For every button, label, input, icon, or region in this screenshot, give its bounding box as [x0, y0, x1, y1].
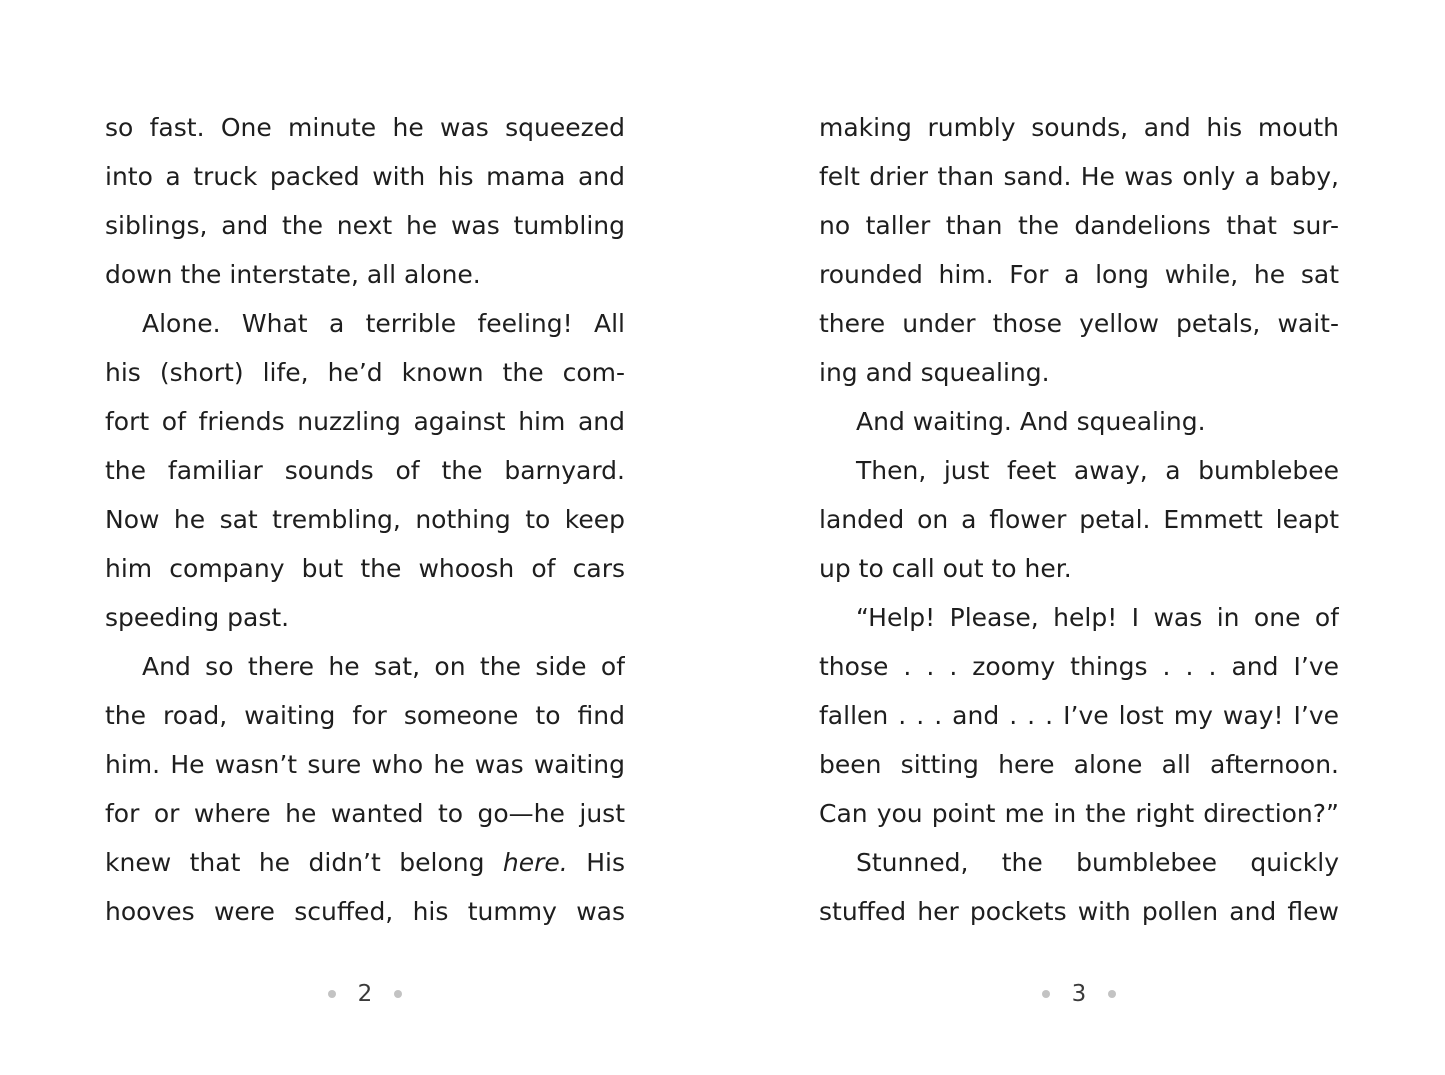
- text-line: making rumbly sounds, and his mouth: [819, 113, 1339, 142]
- emphasis-text: here.: [502, 848, 568, 877]
- text-line: siblings, and the next he was tumbling: [105, 211, 625, 240]
- text-line: “Help! Please, help! I was in one of: [856, 603, 1339, 632]
- text-line: him company but the whoosh of cars: [105, 554, 625, 583]
- text-line: Can you point me in the right direction?”: [819, 799, 1339, 828]
- text-line: the road, waiting for someone to find: [105, 701, 625, 730]
- text-line: stuffed her pockets with pollen and flew: [819, 897, 1339, 926]
- text-line: rounded him. For a long while, he sat: [819, 260, 1339, 289]
- text-run: knew that he didn’t belong: [105, 848, 503, 877]
- text-line: Stunned, the bumblebee quickly: [856, 848, 1339, 877]
- page-number: 2: [357, 981, 373, 1007]
- folio-dot: [1042, 990, 1050, 998]
- right-page: [819, 0, 1339, 1075]
- page-text: [819, 103, 1339, 936]
- text-line: down the interstate, all alone.: [105, 260, 481, 289]
- text-line: And so there he sat, on the side of: [142, 652, 625, 681]
- text-line: no taller than the dandelions that sur-: [819, 211, 1339, 240]
- text-line: [105, 838, 625, 887]
- text-line: fallen . . . and . . . I’ve lost my way! I’ve: [819, 701, 1339, 730]
- folio-dot: [394, 990, 402, 998]
- text-line: speeding past.: [105, 603, 290, 632]
- text-line: his (short) life, he’d known the com-: [105, 358, 625, 387]
- page-folio: [105, 976, 625, 1012]
- left-page: [105, 0, 625, 1075]
- text-line: Then, just feet away, a bumblebee: [856, 456, 1339, 485]
- text-line: those . . . zoomy things . . . and I’ve: [819, 652, 1339, 681]
- text-line: there under those yellow petals, wait-: [819, 309, 1339, 338]
- text-line: felt drier than sand. He was only a baby,: [819, 162, 1339, 191]
- text-line: been sitting here alone all afternoon.: [819, 750, 1339, 779]
- text-line: And waiting. And squealing.: [856, 407, 1206, 436]
- text-line: so fast. One minute he was squeezed: [105, 113, 625, 142]
- text-line: hooves were scuffed, his tummy was: [105, 897, 625, 926]
- text-line: up to call out to her.: [819, 554, 1072, 583]
- folio-dot: [1108, 990, 1116, 998]
- text-line: landed on a flower petal. Emmett leapt: [819, 505, 1339, 534]
- page-number: 3: [1071, 981, 1087, 1007]
- text-run: His: [567, 848, 625, 877]
- text-line: for or where he wanted to go—he just: [105, 799, 625, 828]
- text-line: him. He wasn’t sure who he was waiting: [105, 750, 625, 779]
- text-line: Now he sat trembling, nothing to keep: [105, 505, 625, 534]
- text-line: the familiar sounds of the barnyard.: [105, 456, 625, 485]
- folio-dot: [328, 990, 336, 998]
- text-line: Alone. What a terrible feeling! All: [142, 309, 625, 338]
- page-text: [105, 103, 625, 936]
- text-line: fort of friends nuzzling against him and: [105, 407, 625, 436]
- text-line: ing and squealing.: [819, 358, 1050, 387]
- page-folio: [819, 976, 1339, 1012]
- text-line: into a truck packed with his mama and: [105, 162, 625, 191]
